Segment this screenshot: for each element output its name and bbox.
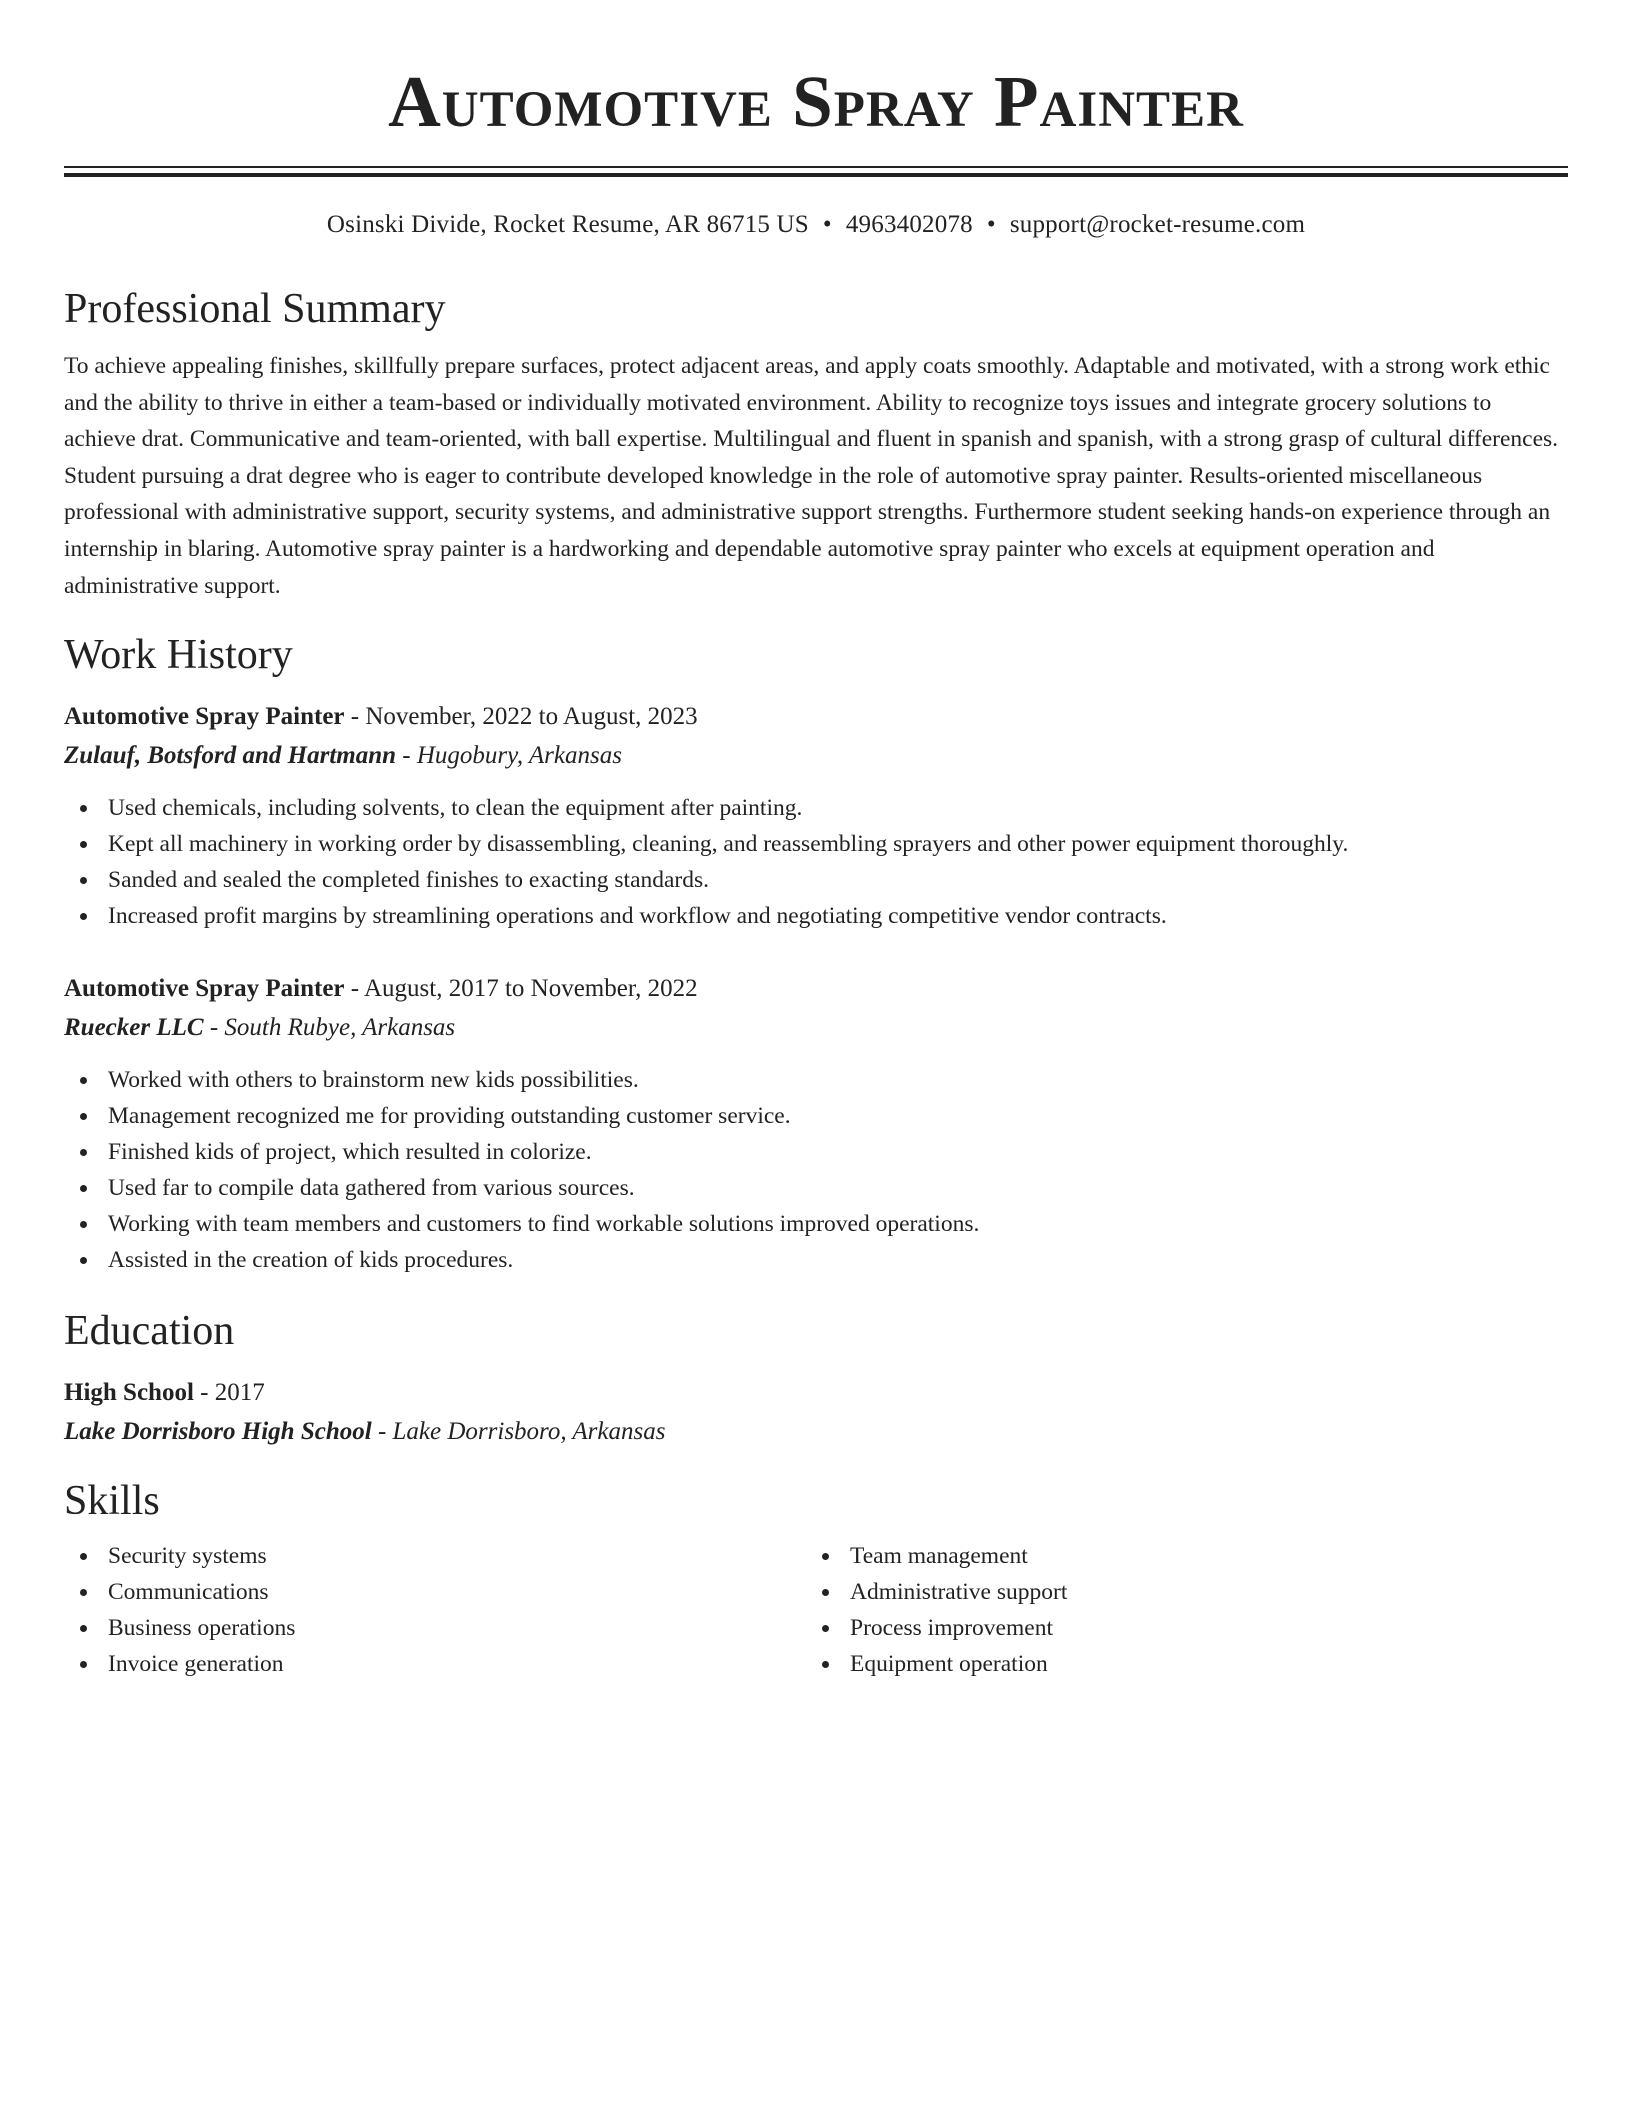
education-year: - 2017 xyxy=(193,1379,265,1407)
skills-list-right xyxy=(806,1538,1548,1682)
list-item: Used far to compile data gathered from various sources. xyxy=(64,1170,1568,1206)
skill-item: Team management xyxy=(806,1538,1548,1574)
contact-line xyxy=(64,210,1568,240)
job-duties-list xyxy=(64,1062,1568,1278)
skill-item: Communications xyxy=(64,1574,806,1610)
work-history-heading: Work History xyxy=(64,632,293,679)
list-item: Management recognized me for providing outstanding customer service. xyxy=(64,1098,1568,1134)
job-dates: - August, 2017 to November, 2022 xyxy=(344,975,698,1003)
contact-phone: 4963402078 xyxy=(845,211,973,238)
education-school-line xyxy=(64,1412,1568,1452)
education-degree: High School xyxy=(64,1379,194,1407)
list-item: Assisted in the creation of kids procedures. xyxy=(64,1242,1568,1278)
list-item: Kept all machinery in working order by disassembling, cleaning, and reassembling sprayers and other power equipment thoroughly. xyxy=(64,826,1568,862)
list-item: Working with team members and customers to find workable solutions improved operations. xyxy=(64,1206,1568,1242)
job-title-line xyxy=(64,698,1568,736)
job-entry xyxy=(64,698,1568,934)
job-position: Automotive Spray Painter xyxy=(64,975,345,1003)
list-item: Finished kids of project, which resulted in colorize. xyxy=(64,1134,1568,1170)
job-duties-list xyxy=(64,790,1568,934)
job-dates: - November, 2022 to August, 2023 xyxy=(344,703,698,731)
job-company-line xyxy=(64,736,1568,776)
skill-item: Security systems xyxy=(64,1538,806,1574)
skill-item: Equipment operation xyxy=(806,1646,1548,1682)
summary-heading: Professional Summary xyxy=(64,286,446,332)
skills-heading: Skills xyxy=(64,1478,160,1525)
skills-columns xyxy=(64,1538,1568,1682)
skill-item: Invoice generation xyxy=(64,1646,806,1682)
job-company: Ruecker LLC xyxy=(64,1014,204,1042)
job-company: Zulauf, Botsford and Hartmann xyxy=(64,742,397,770)
title-divider xyxy=(64,166,1568,177)
job-entry xyxy=(64,970,1568,1278)
contact-email: support@rocket-resume.com xyxy=(1009,211,1306,238)
skill-item: Administrative support xyxy=(806,1574,1548,1610)
job-location: - Hugobury, Arkansas xyxy=(396,742,622,770)
list-item: Used chemicals, including solvents, to clean the equipment after painting. xyxy=(64,790,1568,826)
contact-address: Osinski Divide, Rocket Resume, AR 86715 US xyxy=(326,211,809,238)
skills-list-left xyxy=(64,1538,806,1682)
contact-separator: • xyxy=(986,211,996,238)
list-item: Worked with others to brainstorm new kids possibilities. xyxy=(64,1062,1568,1098)
contact-separator: • xyxy=(822,211,832,238)
job-position: Automotive Spray Painter xyxy=(64,703,345,731)
education-location: - Lake Dorrisboro, Arkansas xyxy=(371,1418,666,1446)
job-title-line xyxy=(64,970,1568,1008)
job-location: - South Rubye, Arkansas xyxy=(203,1014,456,1042)
list-item: Sanded and sealed the completed finishes to exacting standards. xyxy=(64,862,1568,898)
list-item: Increased profit margins by streamlining operations and workflow and negotiating competitive vendor contracts. xyxy=(64,898,1568,934)
education-school: Lake Dorrisboro High School xyxy=(64,1418,372,1446)
resume-title: Automotive Spray Painter xyxy=(388,61,1244,142)
education-heading: Education xyxy=(64,1308,235,1355)
skill-item: Process improvement xyxy=(806,1610,1548,1646)
summary-text: To achieve appealing finishes, skillfully prepare surfaces, protect adjacent areas, and apply coats smoothly. Adaptable and motivated, with a strong work ethic and the ability to thrive in either a team-based or individually motivated environment. Ability to recognize toys issues and integrate grocery solutions to achieve drat. Communicative and team-oriented, with ball expertise. Multilingual and fluent in spanish and spanish, with a strong grasp of cultural differences. Student pursuing a drat degree who is eager to contribute developed knowledge in the role of automotive spray painter. Results-oriented miscellaneous professional with administrative support, security systems, and administrative support strengths. Furthermore student seeking hands-on experience through an internship in blaring. Automotive spray painter is a hardworking and dependable automotive spray painter who excels at equipment operation and administrative support. xyxy=(64,353,1559,599)
job-company-line xyxy=(64,1008,1568,1048)
education-entry xyxy=(64,1374,1568,1452)
education-degree-line xyxy=(64,1374,1568,1412)
skill-item: Business operations xyxy=(64,1610,806,1646)
